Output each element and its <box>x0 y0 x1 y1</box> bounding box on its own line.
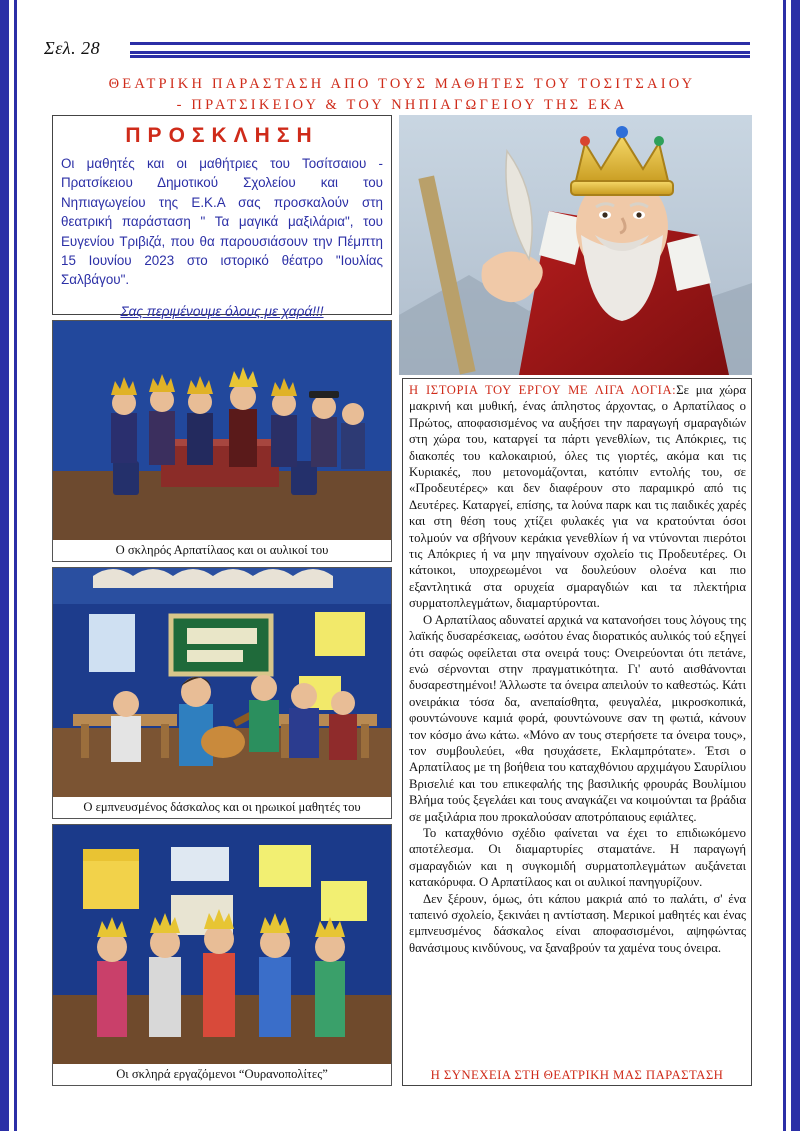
story-column <box>402 378 752 1086</box>
photo-harsh-arpatilaos <box>52 320 392 562</box>
page-content <box>24 0 776 1131</box>
story-first-paragraph <box>409 382 746 612</box>
invitation-footer: Σας περιμένουμε όλους με χαρά!!! <box>120 303 324 319</box>
photo-inspired-teacher <box>52 567 392 819</box>
story-footer: Η ΣΥΝΕΧΕΙΑ ΣΤΗ ΘΕΑΤΡΙΚΗ ΜΑΣ ΠΑΡΑΣΤΑΣΗ <box>430 1068 724 1082</box>
page-title-line-1: ΘΕΑΤΡΙΚΗ ΠΑΡΑΣΤΑΣΗ ΑΠΟ ΤΟΥΣ ΜΑΘΗΤΕΣ ΤΟΥ ΤΟΣΙΤΣΑΙΟΥ <box>108 76 696 92</box>
photo-ouranopolites-caption: Οι σκληρά εργαζόμενοι “Ουρανοπολίτες” <box>53 1064 391 1084</box>
photo-harsh-arpatilaos-image <box>53 321 391 540</box>
story-paragraph-1: Σε μια χώρα μακρινή και μυθική, ένας άπληστος άρχοντας, ο Αρπατίλαος ο Πρώτος, αποφασισμένος να αυξήσει την παραγωγή σμαραγδιών στη χώρα του, καταργεί τα πάρτι γενεθλίων, τις Απόκριες, τις διακοπές του καλοκαιριού, όλες τις γιορτές, ακόμα και τις Κυριακές, που μετονομάζονται, κατόπιν εντολής του, σε «Προδευτέρες» και δεν διαφέρουν στο παραμικρό από τις Δευτέρες. Καταργεί, επίσης, τα λούνα παρκ και τις παιδικές χαρές και στη θέση τους χτίζει φυλακές για να κρατούνται όσοι τολμούν να σβήνουν κεράκια γενεθλίων ή να ντύνονται πιερότοι τις Απόκριες ή να μην πηγαίνουν σχολείο τις Προδευτέρες. Οι κάτοικοι, υποχρεωμένοι να δουλεύουν ολοένα και πιο εξαντλητικά στα ορυχεία σμαραγδιών και τα πλεκτήρια συρματοπλεγμάτων, διαμαρτύρονται. <box>409 383 746 611</box>
story-paragraph-3: Το καταχθόνιο σχέδιο φαίνεται να έχει το επιδιωκόμενο αποτέλεσμα. Οι διαμαρτυρίες σταματάνε. Η παραγωγή σμαραγδιών και η συγκομιδή συρματοπλεγμάτων αυξάνεται κατακόρυφα. Ο Αρπατίλαος και οι αυλικοί πανηγυρίζουν. <box>409 825 746 890</box>
story-paragraph-2: Ο Αρπατίλαος αδυνατεί αρχικά να κατανοήσει τους λόγους της λαϊκής δυσαρέσκειας, ωσότου ένας διορατικός αυλικός τού εξηγεί ότι σαφώς οφείλεται στα ονειρά τους: Ονειρεύονται ότι πετάνε, ενώ σέρνονται στην πραγματικότητα. Γι' αυτό αισθάνονται δυσαρεστημένοι! Άλλωστε τα όνειρα απειλούν το καθεστώς. Κάτι ονειράκια τόσα δα, ανεπαίσθητα, φευγαλέα, μικροσκοπικά, φουντώνουνε καμιά φορά, φουντώνουνε σαν τη φωτιά, κάνουν τον κόσμο άνω κάτω. «Μόνο αν τους στερήσετε τα όνειρα τους», τον συμβουλεύει, «θα ησυχάσετε, Εκλαμπρότατε». Έτσι ο Αρπατίλαος με τη βοήθεια του καταχθόνιου αρχιμάγου Σαυρίλιου Βρισελιέ και του επικεφαλής της βασιλικής φρουράς Βουλίμιου Βλήμα τούς ξεγελάει και τους αναγκάζει να κοιμούνται τα βράδια σε μαξιλάρια που προκαλούσαν αποτρόπαιους εφιάλτες. <box>409 612 746 824</box>
photo-ouranopolites <box>52 824 392 1086</box>
left-border-rule <box>0 0 9 1131</box>
story-paragraph-4: Δεν ξέρουν, όμως, ότι κάπου μακριά από το παλάτι, σ' ένα ταπεινό σχολείο, ξεκινάει η αντίσταση. Μερικοί μαθητές και ένας εμπνευσμένος δάσκαλος είναι αποφασισμένοι, αψηφώντας θανάσιμους κινδύνους, να ξαναβρούν τα χαμένα τους όνειρα. <box>409 891 746 955</box>
photo-inspired-teacher-image <box>53 568 391 797</box>
photo-harsh-arpatilaos-caption: Ο σκληρός Αρπατίλαος και οι αυλικοί του <box>53 540 391 560</box>
king-illustration-svg <box>399 115 752 375</box>
king-illustration <box>399 115 752 375</box>
page-title-line-2: - ΠΡΑΤΣΙΚΕΙΟΥ & ΤΟΥ ΝΗΠΙΑΓΩΓΕΙΟΥ ΤΗΣ ΕΚΑ <box>176 97 628 113</box>
invitation-title: ΠΡΟΣΚΛΗΣΗ <box>125 124 319 147</box>
photo-ouranopolites-image <box>53 825 391 1064</box>
invitation-body: Οι μαθητές και οι μαθήτριες του Τοσίτσαιου - Πρατσίκειου Δημοτικού Σχολείου και του Νηπιαγωγείου της Ε.Κ.Α σας προσκαλούν στη θεατρική παράσταση " Τα μαγικά μαξιλάρια", του Ευγενίου Τριβιζά, που θα παρουσιάσουν την Πέμπτη 15 Ιουνίου 2023 στο ιστορικό θέατρο "Ιουλίας Σαλβάγου". <box>61 156 383 288</box>
photo-inspired-teacher-caption: Ο εμπνευσμένος δάσκαλος και οι ηρωικοί μαθητές του <box>53 797 391 817</box>
story-heading: Η ΙΣΤΟΡΙΑ ΤΟΥ ΕΡΓΟΥ ΜΕ ΛΙΓΑ ΛΟΓΙΑ: <box>409 383 677 397</box>
right-border-rule <box>791 0 800 1131</box>
invitation-box <box>52 115 392 319</box>
header-divider-rule <box>130 42 750 58</box>
left-inner-rule <box>14 0 17 1131</box>
page-number: Σελ. 28 <box>44 38 101 58</box>
page-title <box>52 74 752 116</box>
right-inner-rule <box>783 0 786 1131</box>
